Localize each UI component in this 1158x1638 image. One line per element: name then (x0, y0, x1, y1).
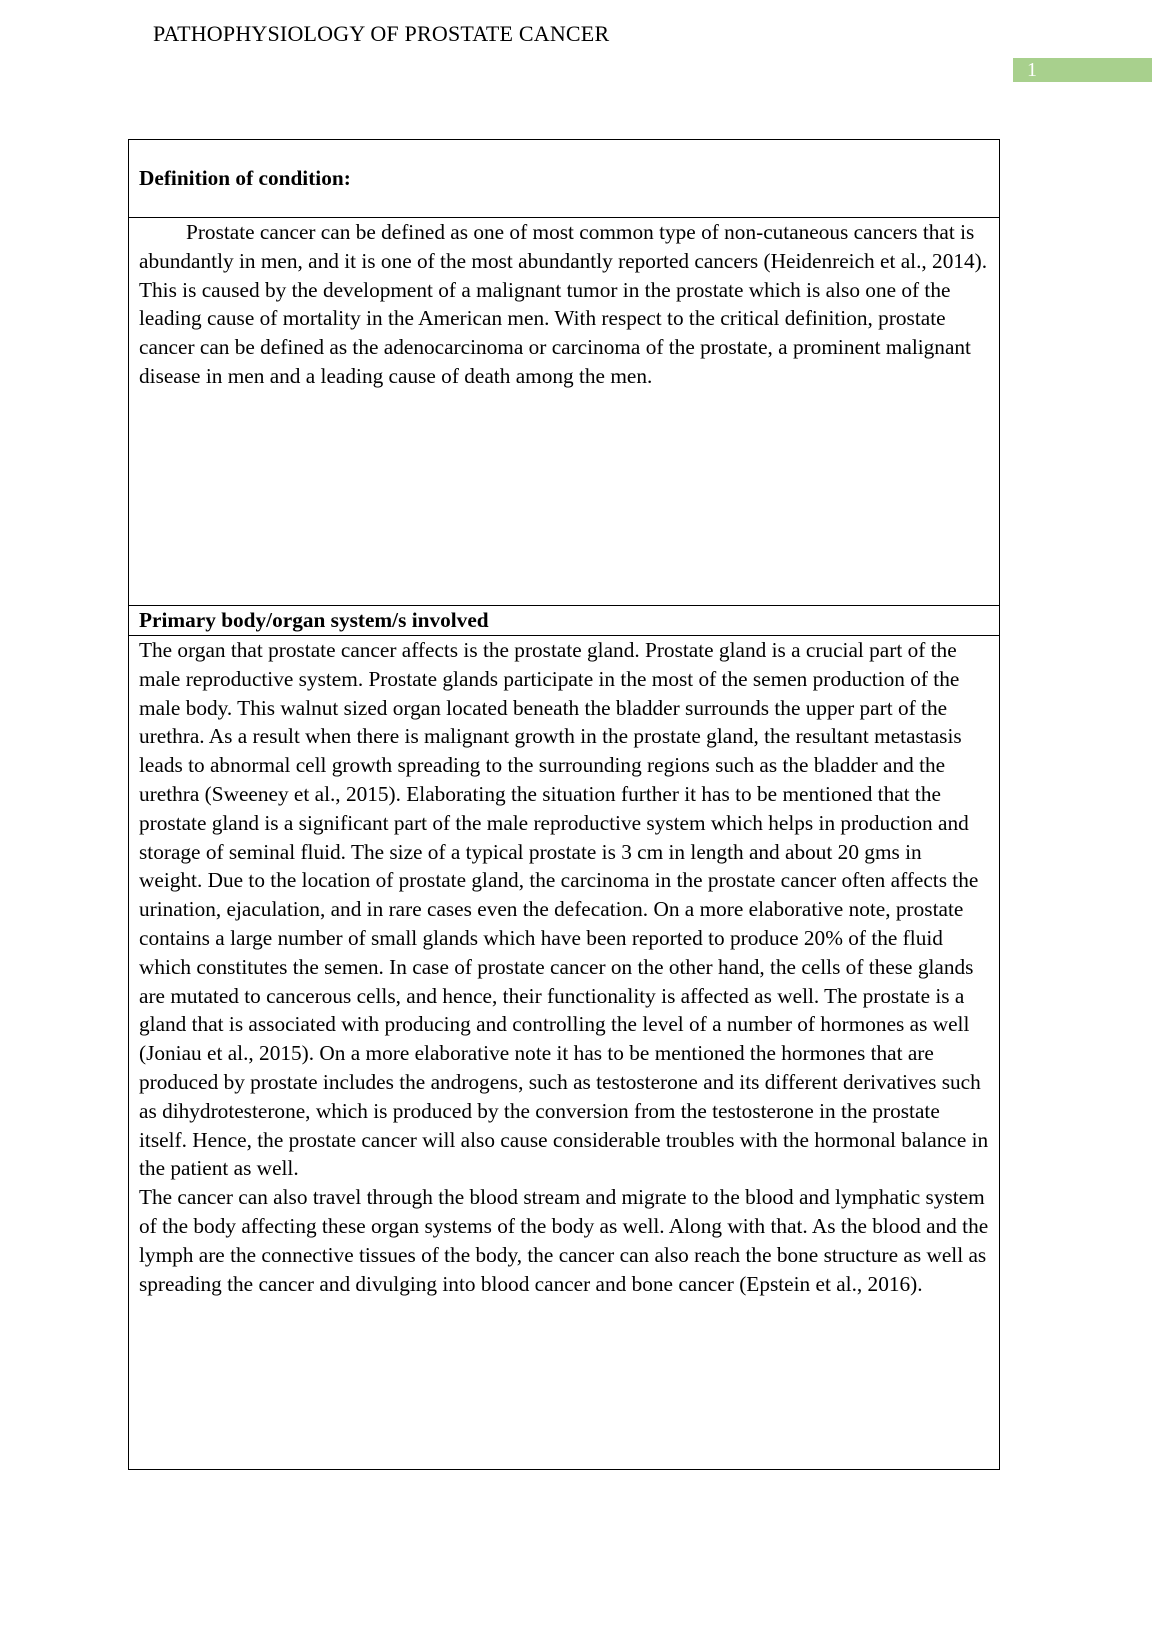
definition-heading-cell (129, 140, 999, 218)
definition-heading: Definition of condition: (139, 166, 351, 190)
content-table (128, 139, 1000, 1470)
page-number: 1 (1027, 59, 1037, 81)
page-number-badge (1013, 58, 1152, 82)
definition-paragraph: Prostate cancer can be defined as one of most common type of non-cutaneous cancers that is abundantly in men, and it is one of the most abundantly reported cancers (Heidenreich et al., 2014). This is caused by the development of a malignant tumor in the prostate which is also one of the leading cause of mortality in the American men. With respect to the critical definition, prostate cancer can be defined as the adenocarcinoma or carcinoma of the prostate, a prominent malignant disease in men and a leading cause of death among the men. (139, 220, 988, 388)
definition-body-cell (129, 218, 999, 606)
organ-system-body-cell (129, 636, 999, 1469)
organ-system-paragraph-1: The organ that prostate cancer affects is the prostate gland. Prostate gland is a crucial part of the male reproductive system. Prostate glands participate in the most of the semen production of the male body. This walnut sized organ located beneath the bladder surrounds the upper part of the urethra. As a result when there is malignant growth in the prostate gland, the resultant metastasis leads to abnormal cell growth spreading to the surrounding regions such as the bladder and the urethra (Sweeney et al., 2015). Elaborating the situation further it has to be mentioned that the prostate gland is a significant part of the male reproductive system which helps in production and storage of seminal fluid. The size of a typical prostate is 3 cm in length and about 20 gms in weight. Due to the location of prostate gland, the carcinoma in the prostate cancer often affects the urination, ejaculation, and in rare cases even the defecation. On a more elaborative note, prostate contains a large number of small glands which have been reported to produce 20% of the fluid which constitutes the semen. In case of prostate cancer on the other hand, the cells of these glands are mutated to cancerous cells, and hence, their functionality is affected as well. The prostate is a gland that is associated with producing and controlling the level of a number of hormones as well (Joniau et al., 2015). On a more elaborative note it has to be mentioned the hormones that are produced by prostate includes the androgens, such as testosterone and its different derivatives such as dihydrotesterone, which is produced by the conversion from the testosterone in the prostate itself. Hence, the prostate cancer will also cause considerable troubles with the hormonal balance in the patient as well. (139, 638, 989, 1181)
organ-system-heading-cell (129, 606, 999, 636)
organ-system-heading: Primary body/organ system/s involved (139, 608, 489, 632)
organ-system-paragraph-2: The cancer can also travel through the blood stream and migrate to the blood and lymphatic system of the body affecting these organ systems of the body as well. Along with that. As the blood and the lymph are the connective tissues of the body, the cancer can also reach the bone structure as well as spreading the cancer and divulging into blood cancer and bone cancer (Epstein et al., 2016). (139, 1185, 989, 1296)
running-head-title: PATHOPHYSIOLOGY OF PROSTATE CANCER (153, 21, 610, 46)
